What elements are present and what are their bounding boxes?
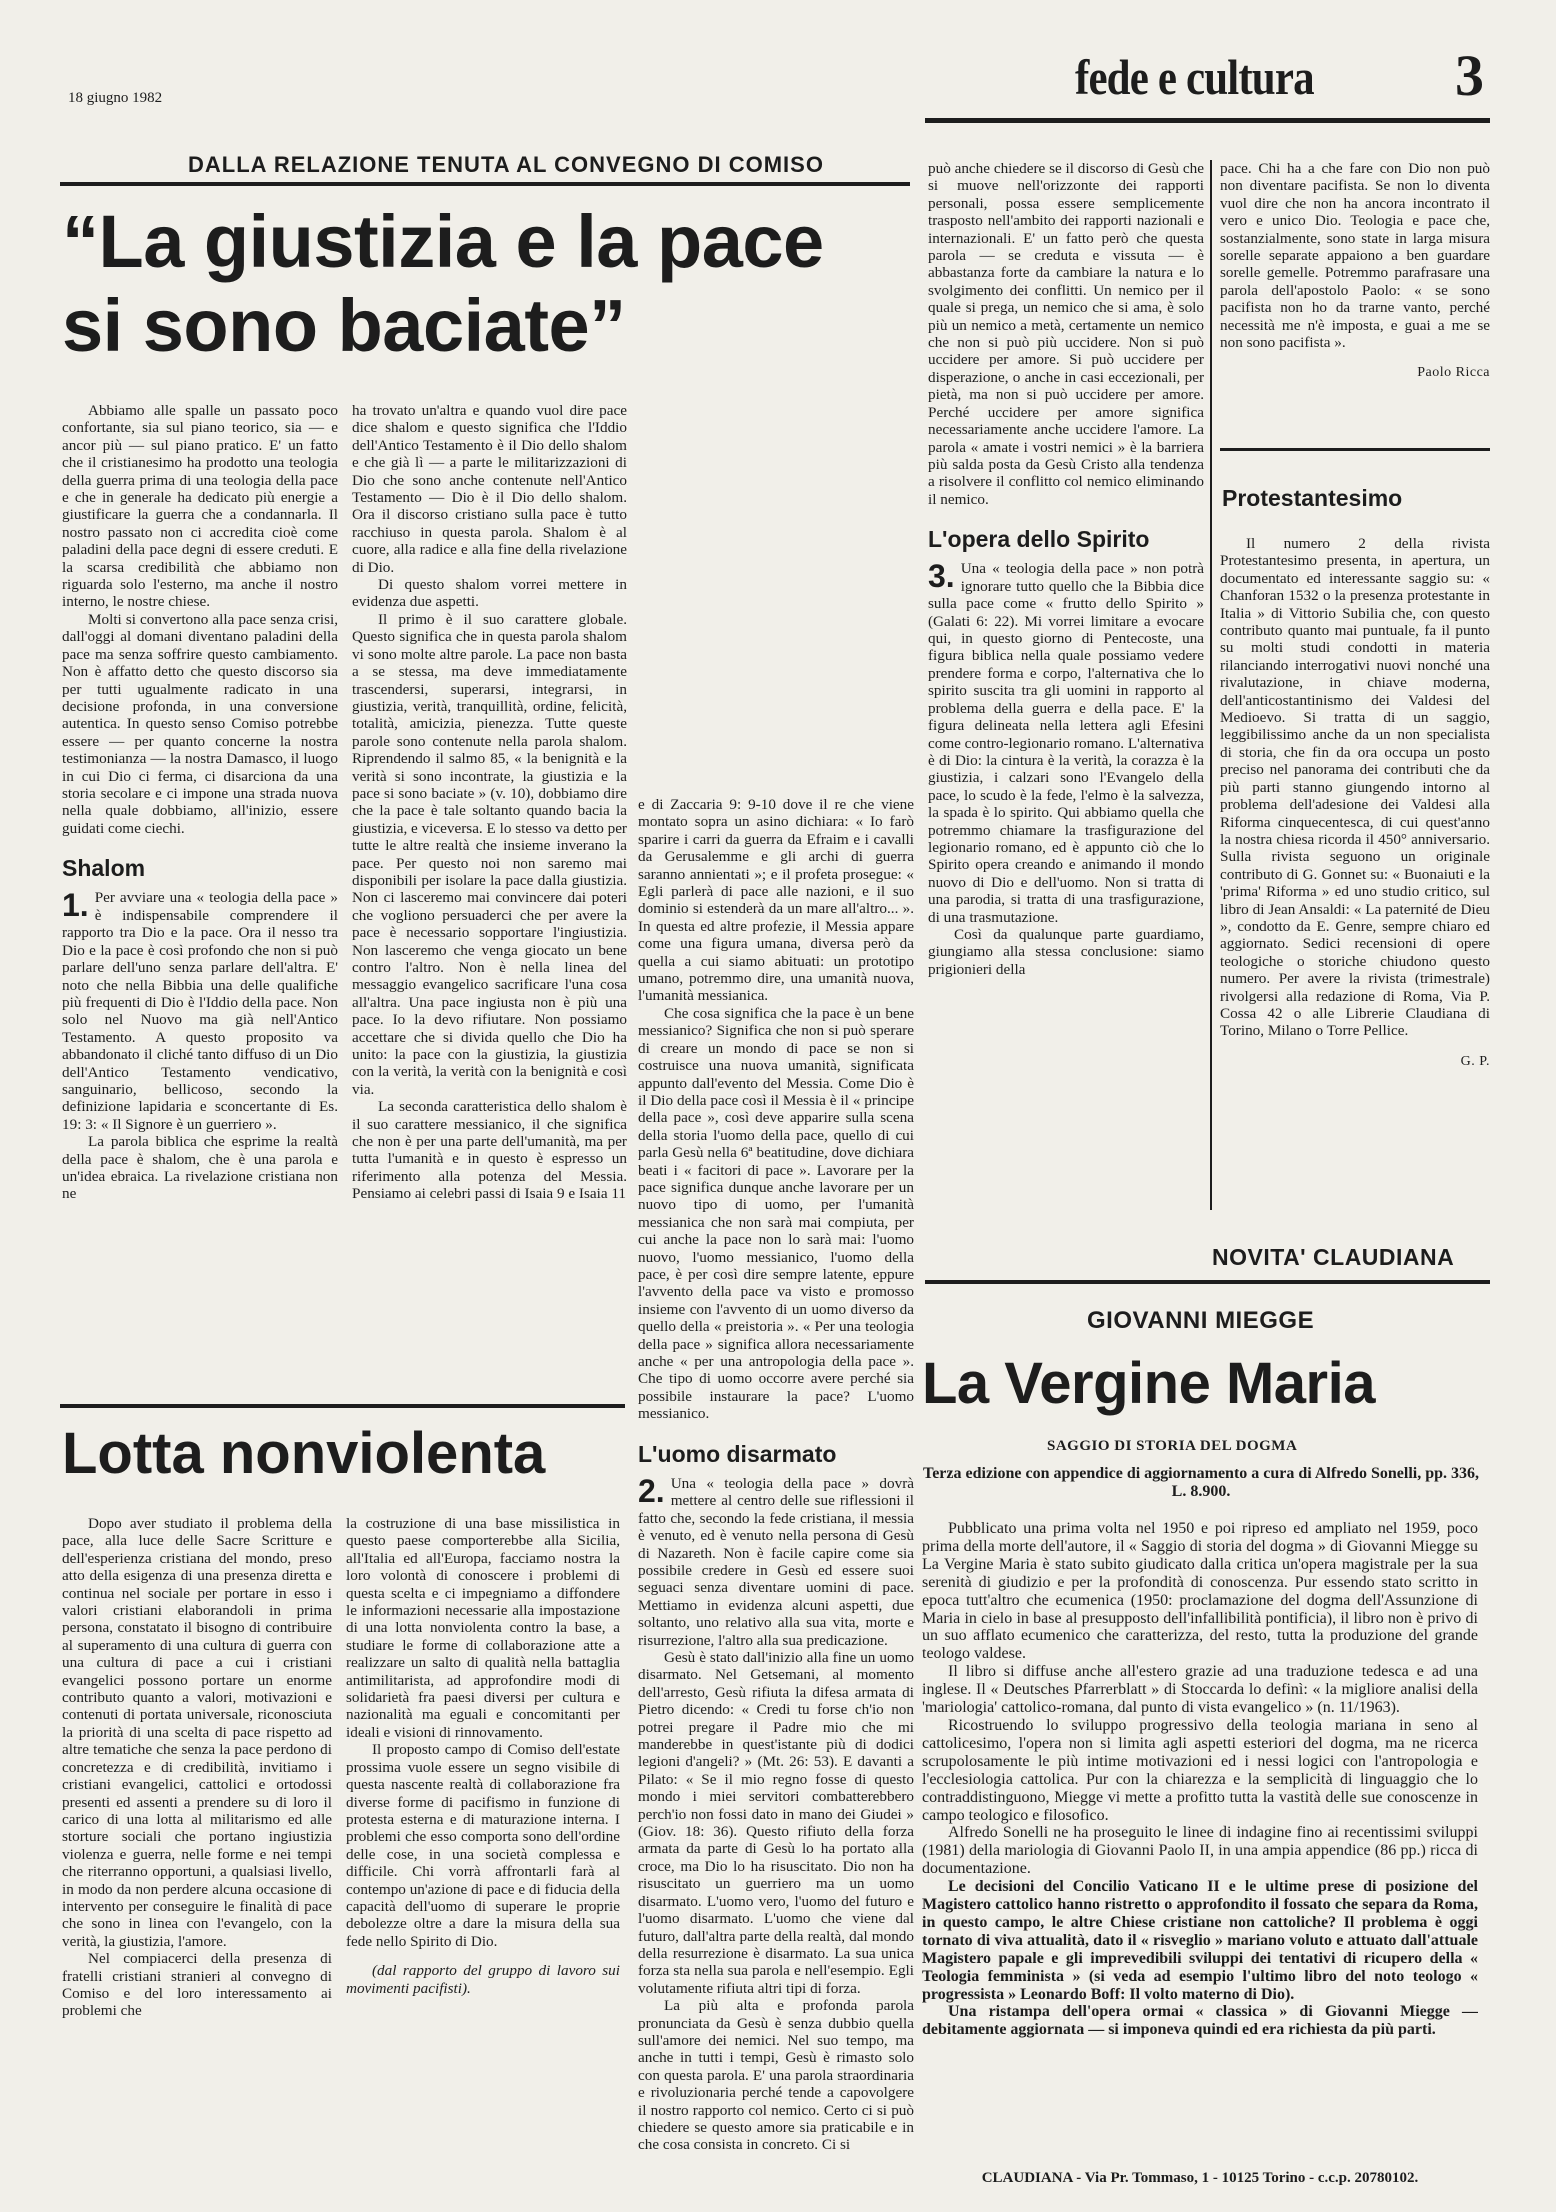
book-author: GIOVANNI MIEGGE xyxy=(1087,1307,1315,1334)
paragraph: La seconda caratteristica dello shalom è il suo carattere messianico, il che significa che non è per una parte dell'umanità, ma per tutta l'umanità e in questo è espresso un riferimento alla potenza del Messia. Pensiamo ai celebri passi di Isaia 9 e Isaia 11 xyxy=(352,1098,627,1203)
article-title-line2: si sono baciate” xyxy=(62,284,626,368)
main-col-3 xyxy=(638,796,914,2191)
main-col-1 xyxy=(62,402,338,1387)
article-kicker: DALLA RELAZIONE TENUTA AL CONVEGNO DI COMISO xyxy=(188,152,824,177)
paragraph: Alfredo Sonelli ne ha proseguito le linee di indagine fino ai recentissimi sviluppi (1981) della mariologia di Giovanni Paolo II, in una ampia appendice (86 pp.) ricca di documentazione. xyxy=(922,1824,1478,1878)
article-title xyxy=(62,200,824,369)
subheading-spirito: L'opera dello Spirito xyxy=(928,526,1150,553)
subheading-shalom: Shalom xyxy=(62,855,146,882)
novita-rule xyxy=(925,1280,1490,1284)
paragraph: pace. Chi ha a che fare con Dio non può non diventare pacifista. Se non lo diventa vuol dire che non ha ancora incontrato il vero e unico Dio. Teologia e pace che, sostanzialmente, sono state in larga misura sorelle separate appaiono a ben guardare sorelle gemelle. Potremmo parafrasare una parola dell'apostolo Paolo: « se sono pacifista non ho da trarne vanto, perché necessità me n'è imposta, e guai a me se non sono pacifista ». xyxy=(1220,160,1490,352)
paragraph: Le decisioni del Concilio Vaticano II e le ultime prese di posizione del Magistero cattolico hanno ristretto o approfondito il fossato che separa da Roma, in questo campo, le altre Chiese cristiane non cattoliche? Il problema è oggi tornato di viva attualità, dato il « risveglio » mariano voluto e attuato dall'attuale Magistero papale e gli imprevedibili sviluppi dei tentativi di ricupero della « Teologia femminista » (si veda ad esempio l'ultimo libro del noto teologo « progressista » Leonardo Boff: Il volto materno di Dio). xyxy=(922,1878,1478,2003)
paragraph: 1. Per avviare una « teologia della pace » è indispensabile comprendere il rapporto tra Dio e la pace. Ora il nesso tra Dio e la pace è così profondo che non si può parlare dell'uno senza parlare dell'altra. E' noto che nella Bibbia una delle qualifiche più frequenti di Dio è l'Iddio della pace. Non solo nel Nuovo ma già nell'Antico Testamento. A questo proposito va abbandonato il cliché tanto diffuso di un Dio dell'Antico Testamento vendicativo, sanguinario, bellicoso, secondo la definizione lapidaria e sconcertante di Es. 19: 3: « Il Signore è un guerriero ». xyxy=(62,887,338,1133)
publisher-line: CLAUDIANA - Via Pr. Tommaso, 1 - 10125 Torino - c.c.p. 20780102. xyxy=(981,2170,1419,2186)
paragraph: Il numero 2 della rivista Protestantesimo presenta, in apertura, un documentato ed interessante saggio su: « Chanforan 1532 o la presenza protestante in Italia » di Vittorio Subilia che, con questo contributo quanto mai puntuale, fa il punto su molti studi condotti in materia rilanciando interrogativi nuovi nonché una rivalutazione, in chiave moderna, dell'anticostantinismo dei Valdesi del Medioevo. Si tratta di un saggio, leggibilissimo anche da un non specialista di storia, che fin da ora occupa un posto preciso nel panorama dei contributi che da più parti stanno giungendo intorno al problema dell'adesione dei Valdesi alla Riforma cinquecentesca, di cui quest'anno la nostra chiesa ricorda il 450° anniversario. Sulla rivista seguono un originale contributo di G. Gonnet su: « Buonaiuti e la 'prima' Riforma » ed uno studio critico, sul libro di Jean Ansaldi: « La paternité de Dieu », condotto da E. Genre, sempre chiaro ed aggiornato. Sedici recensioni di opere teologiche o storiche chiudono questo numero. Per avere la rivista (trimestrale) rivolgersi alla redazione di Roma, Via P. Cossa 42 o alle Librerie Claudiana di Torino, Milano o Torre Pellice. xyxy=(1220,535,1490,1040)
main-col-5 xyxy=(1220,160,1490,450)
paragraph: Il libro si diffuse anche all'estero grazie ad una traduzione tedesca e ad una inglese. Il « Deutsches Pfarrerblatt » di Stoccarda lo definì: « la migliore analisi della 'mariologia' cattolico-romana, dal punto di vista evangelico » (n. 11/1963). xyxy=(922,1663,1478,1717)
prot-signature: G. P. xyxy=(1460,1053,1490,1069)
paragraph: Abbiamo alle spalle un passato poco confortante, sia sul piano teorico, sia — e ancor più — sul piano pratico. E' un fatto che il cristianesimo ha prodotto una teologia della guerra prima di una teologia della pace e che in generale ha dedicato più energie a giustificare la guerra che a condannarla. Il nostro passato non ci accredita cioè come paladini della pace degni di essere creduti. E la scarsa credibilità che abbiamo non riguarda solo l'esterno, ma anche il nostro interno, le nostre chiese. xyxy=(62,402,338,611)
page-number: 3 xyxy=(1455,43,1484,108)
paragraph: 2. Una « teologia della pace » dovrà mettere al centro delle sue riflessioni il fatto che, secondo la fede cristiana, il messia è venuto, ed è venuto nella persona di Gesù di Nazareth. Non è facile capire come sia possibile credere in Gesù ed essere suoi seguaci senza diventare uomini di pace. Mettiamo in evidenza alcuni aspetti, due soltanto, uno relativo alla sua vita, morte e risurrezione, l'altro alla sua predicazione. xyxy=(638,1472,914,1649)
article-signature: Paolo Ricca xyxy=(1417,365,1490,381)
prot-body xyxy=(1220,535,1490,1215)
paragraph: 3. Una « teologia della pace » non potrà ignorare tutto quello che la Bibbia dice sulla pace come « frutto dello Spirito » (Galati 6: 22). Mi vorrei limitare a evocare qui, in questo giorno di Pentecoste, una figura biblica nella quale possiamo vedere prendere forma e corpo, l'alternativa che lo spirito suscita tra gli uomini in rapporto al problema della guerra e della pace. E' la figura delineata nella lettera agli Efesini come contro-legionario romano. L'alternativa è di Dio: la cintura è la verità, la corazza è la giustizia, i calzari sono l'Evangelo della pace, lo scudo è la fede, l'elmo è la salvezza, la spada è lo spirito. Qui abbiamo quella che potremmo chiamare la trasfigurazione del legionario romano, ed è appunto ciò che lo Spirito opera creando e animando il mondo nuovo di Dio e dell'uomo. Non si tratta di una parodia, si tratta di una trasfigurazione, di una trasmutazione. xyxy=(928,558,1204,926)
paragraph: Il primo è il suo carattere globale. Questo significa che in questa parola shalom vi sono molte altre parole. La pace non basta a se stessa, ma deve immediatamente trascendersi, superarsi, integrarsi, in giustizia, verità, tranquillità, ordine, felicità, totalità, amicizia, pienezza. Tutte queste parole sono contenute nella parola shalom. Riprendendo il salmo 85, « la benignità e la verità si sono incontrate, la giustizia e la pace si sono baciate » (v. 10), dobbiamo dire che la pace è tale soltanto quando bacia la giustizia, e viceversa. E lo stesso va detto per tutte le altre realtà che insieme inverano la pace. Per questo noi non saremo mai disponibili per isolare la pace dalla giustizia. Non ci lasceremo mai convincere dai poteri che vogliono persuaderci che per avere la pace è necessario sopportare l'ingiustizia. Non lasceremo che venga giocato un bene contro l'altro. Non è nella linea del messaggio evangelico sacrificare l'una cosa all'altra. Una pace ingiusta non è più una pace. Io la devo rifiutare. Non possiamo accettare che si divida quello che Dio ha unito: la pace con la giustizia, la giustizia con la verità, la verità con la benignità e così via. xyxy=(352,610,627,1098)
paragraph: Nel compiacerci della presenza di fratelli cristiani stranieri al convegno di Comiso e del loro interessamento ai problemi che xyxy=(62,1950,332,2020)
section-title: fede e cultura xyxy=(1075,49,1314,105)
paragraph: e di Zaccaria 9: 9-10 dove il re che viene montato sopra un asino dichiara: « Io farò sparire i carri da guerra da Efraim e i cavalli da Gerusalemme e gli archi di guerra saranno annientati »; e il profeta prosegue: « Egli parlerà di pace alle nazioni, e il suo dominio si estenderà da un mare all'altro... ». In questa ed altre profezie, il Messia appare come una figura umana, diversa però da quella a cui siamo abituati: un prototipo umano, potremmo dire, una umanità nuova, l'umanità messianica. xyxy=(638,796,914,1005)
kicker-rule xyxy=(60,182,910,186)
section-rule xyxy=(1220,448,1490,451)
paragraph: Pubblicato una prima volta nel 1950 e poi ripreso ed ampliato nel 1959, poco prima della morte dell'autore, il « Saggio di storia del dogma » di Giovanni Miegge su La Vergine Maria è stato subito giudicato dalla critica un'opera magistrale per la sua serenità di giudizio e per la profondità di conoscenza. Pur essendo stato scritto in epoca tutt'altro che ecumenica (1950: proclamazione del dogma dell'Assunzione di Maria in cielo in base al presupposto dell'infallibilità pontificia), il libro non è privo di un suo afflato ecumenico che caratterizza, del resto, tutta la produzione del grande teologo valdese. xyxy=(922,1520,1478,1663)
paragraph: Di questo shalom vorrei mettere in evidenza due aspetti. xyxy=(352,576,627,611)
paragraph: La parola biblica che esprime la realtà della pace è shalom, che è una parola e un'idea ebraica. La rivelazione cristiana non ne xyxy=(62,1133,338,1203)
paragraph: La più alta e profonda parola pronunciata da Gesù è senza dubbio quella sull'amore dei nemici. Nel suo tempo, ma anche in tutti i tempi, Gesù è rimasto solo con questa parola. E' una parola straordinaria e rivoluzionaria perché tende a capovolgere il nostro rapporto col nemico. Certo ci si può chiedere se questo amore sia praticabile e in che cosa consista in concreto. Ci si xyxy=(638,1997,914,2154)
subheading-uomo-disarmato: L'uomo disarmato xyxy=(638,1440,837,1467)
book-subtitle: SAGGIO DI STORIA DEL DOGMA xyxy=(1047,1438,1298,1454)
paragraph: Gesù è stato dall'inizio alla fine un uomo disarmato. Nel Getsemani, al momento dell'arresto, Gesù rifiuta la difesa armata di Pietro dicendo: « Credi tu forse ch'io non potrei pregare il Padre mio che mi manderebbe in quest'istante più di dodici legioni d'angeli? » (Mt. 26: 53). E davanti a Pilato: « Se il mio regno fosse di questo mondo i miei servitori combatterebbero perch'io non fossi dato in mano dei Giudei » (Giov. 18: 36). Questo rifiuto della forza armata da parte di Gesù lo ha portato alla croce, ma Dio lo ha risuscitato. Dio non ha risuscitato un guerriero ma un uomo disarmato. L'uomo vero, l'uomo del futuro e l'uomo disarmato. L'uomo che viene dal futuro, dall'altra parte della realtà, dal mondo della resurrezione è disarmato. La sua unica forza sta nella sua parola e nell'esempio. Egli volutamente rifiuta altri tipi di forza. xyxy=(638,1649,914,1997)
paragraph: ha trovato un'altra e quando vuol dire pace dice shalom e questo significa che l'Iddio dell'Antico Testamento è il Dio dello shalom e che già lì — a parte le militarizzazioni di Dio che sono anche contenute nell'Antico Testamento — Dio è il Dio dello shalom. Ora il discorso cristiano sulla pace è tutto racchiuso in questa parola. Shalom è al cuore, alla radice e alla fine della rivelazione di Dio. xyxy=(352,402,627,576)
lotta-title: Lotta nonviolenta xyxy=(62,1421,546,1486)
paragraph: Molti si convertono alla pace senza crisi, dall'oggi al domani diventano paladini della pace ma senza soffrire questo cambiamento. Non è affatto detto che questo discorso sia per tutti ugualmente radicato in una decisione profonda, in una conversione autentica. In questo senso Comiso potrebbe essere — per quanto concerne la nostra testimonianza — la nostra Damasco, il luogo in cui Dio ci ferma, ci disarciona da una storia secolare e ci impone una strada nuova nella quale dobbiamo, all'inizio, essere guidati come ciechi. xyxy=(62,610,338,837)
article-title-line1: “La giustizia e la pace xyxy=(62,200,824,283)
main-col-4 xyxy=(928,160,1204,1230)
lotta-col-2 xyxy=(346,1515,620,2200)
section-number: 1. xyxy=(62,887,89,924)
book-edition: Terza edizione con appendice di aggiornamento a cura di Alfredo Sonelli, pp. 336, L. 8.900. xyxy=(922,1465,1480,1501)
header-rule xyxy=(925,118,1490,123)
section-number: 3. xyxy=(928,558,955,595)
novita-body xyxy=(922,1520,1478,2160)
column-divider xyxy=(1210,160,1212,1210)
issue-date: 18 giugno 1982 xyxy=(68,90,163,106)
paragraph: la costruzione di una base missilistica in questo paese comporterebbe alla Sicilia, all'Italia ed all'Europa, facciamo nostra la loro volontà di conoscere i problemi di questa scelta e ci impegniamo a diffondere le informazioni necessarie alla impostazione di una lotta nonviolenta contro la base, a studiare le forme di collaborazione atte a realizzare un salto di qualità nella battaglia antimilitarista, ad approfondire modi di solidarietà fra paesi diversi per cultura e nazionalità ma eguali e concomitanti per ideali e visioni di rinnovamento. xyxy=(346,1515,620,1741)
paragraph: Il proposto campo di Comiso dell'estate prossima vuole essere un segno visibile di questa nascente realtà di collaborazione fra diverse forme di pacifismo in funzione di protesta esterna e di maturazione interna. I problemi che esso comporta sono dell'ordine delle cose, in una società complessa e difficile. Chi vorrà affrontarli farà al contempo un'azione di pace e di fiducia della capacità dell'uomo di superare le proprie debolezze oltre a dare la misura della sua fede nello Spirito di Dio. xyxy=(346,1741,620,1950)
prot-heading: Protestantesimo xyxy=(1222,485,1403,511)
paragraph: Dopo aver studiato il problema della pace, alla luce delle Sacre Scritture e dell'esperienza cristiana del mondo, preso atto della esigenza di una presenza diretta e continua nel sociale per portare in esso i valori cristiani elaborandoli in prima persona, constatato il bisogno di contribuire al superamento di una cultura di guerra con una cultura di pace a cui i cristiani evangelici possono portare un enorme contributo quanto a valori, motivazioni e contenuti di portata universale, riconosciuta la priorità di una scelta di pace rispetto ad altre tematiche che senza la pace perdono di concretezza e di credibilità, invitiamo i cristiani evangelici, cattolici e ortodossi presenti ed assenti a prendere su di loro il carico di una lotta al militarismo ed alle storture sociali che portano ingiustizia violenza e guerra, nelle forme e nei tempi che riterranno opportuni, a qualsiasi livello, in modo da non perdere alcuna occasione di intervento per conseguire le finalità di pace che sono in linea con l'evangelo, con la verità, la giustizia, l'amore. xyxy=(62,1515,332,1950)
novita-label: NOVITA' CLAUDIANA xyxy=(1212,1244,1455,1270)
paragraph: Una ristampa dell'opera ormai « classica » di Giovanni Miegge — debitamente aggiornata — si imponeva quindi ed era richiesta da più parti. xyxy=(922,2003,1478,2039)
lotta-top-rule xyxy=(60,1404,625,1408)
main-col-2 xyxy=(352,402,627,1387)
paragraph: Così da qualunque parte guardiamo, giungiamo alla stessa conclusione: siamo prigionieri della xyxy=(928,925,1204,978)
lotta-note: (dal rapporto del gruppo di lavoro sui movimenti pacifisti). xyxy=(346,1962,620,1997)
book-title: La Vergine Maria xyxy=(922,1351,1375,1416)
lotta-col-1 xyxy=(62,1515,332,2200)
paragraph: può anche chiedere se il discorso di Gesù che si muove nell'orizzonte dei rapporti personali, possa essere semplicemente trasposto nell'ambito dei rapporti nazionali e internazionali. E' un fatto però che questa parola — se creduta e vissuta — è abbastanza forte da cambiare la natura e lo svolgimento dei conflitti. Un nemico per il quale si prega, un nemico che si ama, è solo più un nemico a metà, certamente un nemico che non si può più uccidere. Non si può uccidere per amore. Si può uccidere per disperazione, o anche in casi eccezionali, per pietà, ma non si può uccidere per amore. Perché uccidere per amore significa necessariamente anche uccidere l'amore. La parola « amate i vostri nemici » è la barriera più salda posta da Gesù Cristo alla tendenza a risolvere il conflitto col nemico eliminando il nemico. xyxy=(928,160,1204,508)
paragraph: Che cosa significa che la pace è un bene messianico? Significa che non si può sperare di creare un mondo di pace se non si costruisce una nuova umanità, significata appunto dall'evento del Messia. Come Dio è il Dio della pace così il Messia è il « principe della pace », così deve apparire sulla scena della storia l'uomo della pace, quello di cui parla Gesù nella 6ª beatitudine, dove dichiara beati i « facitori di pace ». Lavorare per la pace significa dunque anche lavorare per un nuovo tipo di uomo, per l'umanità messianica che non sarà mai compiuta, per cui anche la pace non lo sarà mai: l'uomo nuovo, l'uomo messianico, l'uomo della pace, è per così dire sempre latente, eppure l'avvento della pace va visto e promosso insieme con l'avvento di un uomo diverso da quello della « preistoria ». « Per una teologia della pace » significa allora necessariamente anche « per una antropologia della pace ». Che tipo di uomo occorre avere perché sia possibile instaurare la pace? L'uomo messianico. xyxy=(638,1004,914,1423)
section-number: 2. xyxy=(638,1472,665,1509)
paragraph: Ricostruendo lo sviluppo progressivo della teologia mariana in seno al cattolicesimo, l'opera non si limita agli aspetti esteriori del dogma, ma ne ricerca scrupolosamente le più intime motivazioni ed i nessi logici con l'antropologia e l'ecclesiologia cattolica. Pur con la chiarezza e la semplicità di linguaggio che lo contraddistinguono, Miegge vi mette a profitto tutta la vastità delle sue conoscenze in campo teologico e filosofico. xyxy=(922,1716,1478,1824)
